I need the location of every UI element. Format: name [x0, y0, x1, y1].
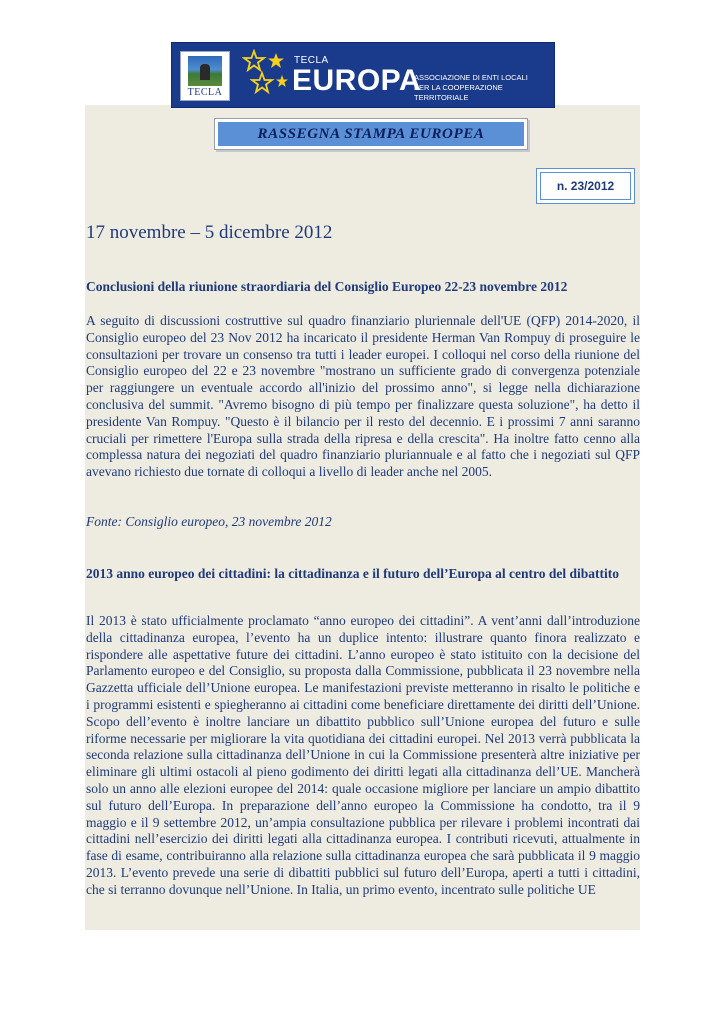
crest-emblem-icon [188, 56, 222, 86]
article2-body: Il 2013 è stato ufficialmente proclamato “anno europeo dei cittadini”. A vent’anni dall’introduzione della cittadinanza europea, l’evento ha un duplice intento: illustrare quanto finora realizzato e rispondere alle aspettative future dei cittadini. L’anno europeo è stato istituito con la decisione del Parlamento europeo e del Consiglio, su proposta dalla Commissione, pubblicata il 23 novembre nella Gazzetta ufficiale dell’Unione europea. Le manifestazioni previste metteranno in risalto le politiche e i programmi esistenti e spiegheranno ai cittadini come beneficiare direttamente dei diritti dell’Unione. Scopo dell’evento è inoltre lanciare un dibattito pubblico sull’Unione europea del futuro e sulle riforme necessarie per migliorare la vita quotidiana dei cittadini europei. Nel 2013 verrà pubblicata la seconda relazione sulla cittadinanza dell’Unione in cui la Commissione presenterà altre iniziative per eliminare gli ultimi ostacoli al pieno godimento dei diritti legati alla cittadinanza dell’UE. Mancherà solo un anno alle elezioni europee del 2014: quale occasione migliore per lanciare un ampio dibattito sul futuro dell’Europa. In preparazione dell’anno europeo la Commissione ha condotto, tra il 9 maggio e il 9 settembre 2012, un’ampia consultazione pubblica per rilevare i problemi incontrati dai cittadini nell’esercizio dei diritti legati alla cittadinanza europea. I contributi ricevuti, attualmente in fase di esame, contribuiranno alla relazione sulla cittadinanza europea che sarà pubblicata il 9 maggio 2013. L’evento prevede una serie di dibattiti pubblici sul futuro dell’Europa, aperti a tutti i cittadini, che si terranno dovunque nell’Unione. In Italia, un primo evento, incentrato sulle politiche UE [86, 613, 640, 897]
rassegna-title-box [214, 118, 528, 150]
date-range-title: 17 novembre – 5 dicembre 2012 [86, 222, 333, 243]
issue-number-box [536, 168, 635, 204]
brand-small-text: TECLA [294, 55, 329, 66]
crest-label: TECLA [187, 87, 223, 98]
tecla-crest-logo [180, 51, 230, 101]
article1-body: A seguito di discussioni costruttive sul quadro finanziario pluriennale dell'UE (QFP) 2014-2020, il Consiglio europeo del 23 Nov 2012 ha incaricato il presidente Herman Van Rompuy di proseguire le consultazioni per trovare un consenso tra tutti i leader europei. I colloqui nel corso della riunione del Consiglio europeo del 22 e 23 novembre "mostrano un sufficiente grado di convergenza potenziale per raggiungere un eventuale accordo all'inizio del prossimo anno", si legge nella dichiarazione conclusiva del summit. "Avremo bisogno di più tempo per finalizzare questa soluzione", ha detto il presidente Van Rompuy. "Questo è il bilancio per il resto del decennio. E i prossimi 7 anni saranno cruciali per rimettere l'Europa sulla strada della ripresa e della crescita". Ha inoltre fatto cenno alla complessa natura dei negoziati del quadro finanziario pluriannuale e al fatto che i negoziati sul QFP avevano richiesto due tornate di colloqui a livello di leader anche nel 2005. [86, 313, 640, 480]
tagline-line-2: PER LA COOPERAZIONE TERRITORIALE [414, 83, 503, 102]
issue-number: n. 23/2012 [556, 179, 615, 193]
header-banner [171, 42, 555, 108]
rassegna-title: RASSEGNA STAMPA EUROPEA [257, 125, 485, 142]
brand-title: EUROPA [292, 64, 422, 97]
tagline-line-1: ASSOCIAZIONE DI ENTI LOCALI [414, 73, 528, 82]
article1-heading: Conclusioni della riunione straordiaria del Consiglio Europeo 22-23 novembre 2012 [86, 279, 568, 294]
brand-tagline [414, 73, 552, 103]
article1-source: Fonte: Consiglio europeo, 23 novembre 2012 [86, 514, 332, 529]
stars-icon [242, 49, 290, 99]
article2-heading: 2013 anno europeo dei cittadini: la cittadinanza e il futuro dell’Europa al centro del dibattito [86, 566, 620, 581]
